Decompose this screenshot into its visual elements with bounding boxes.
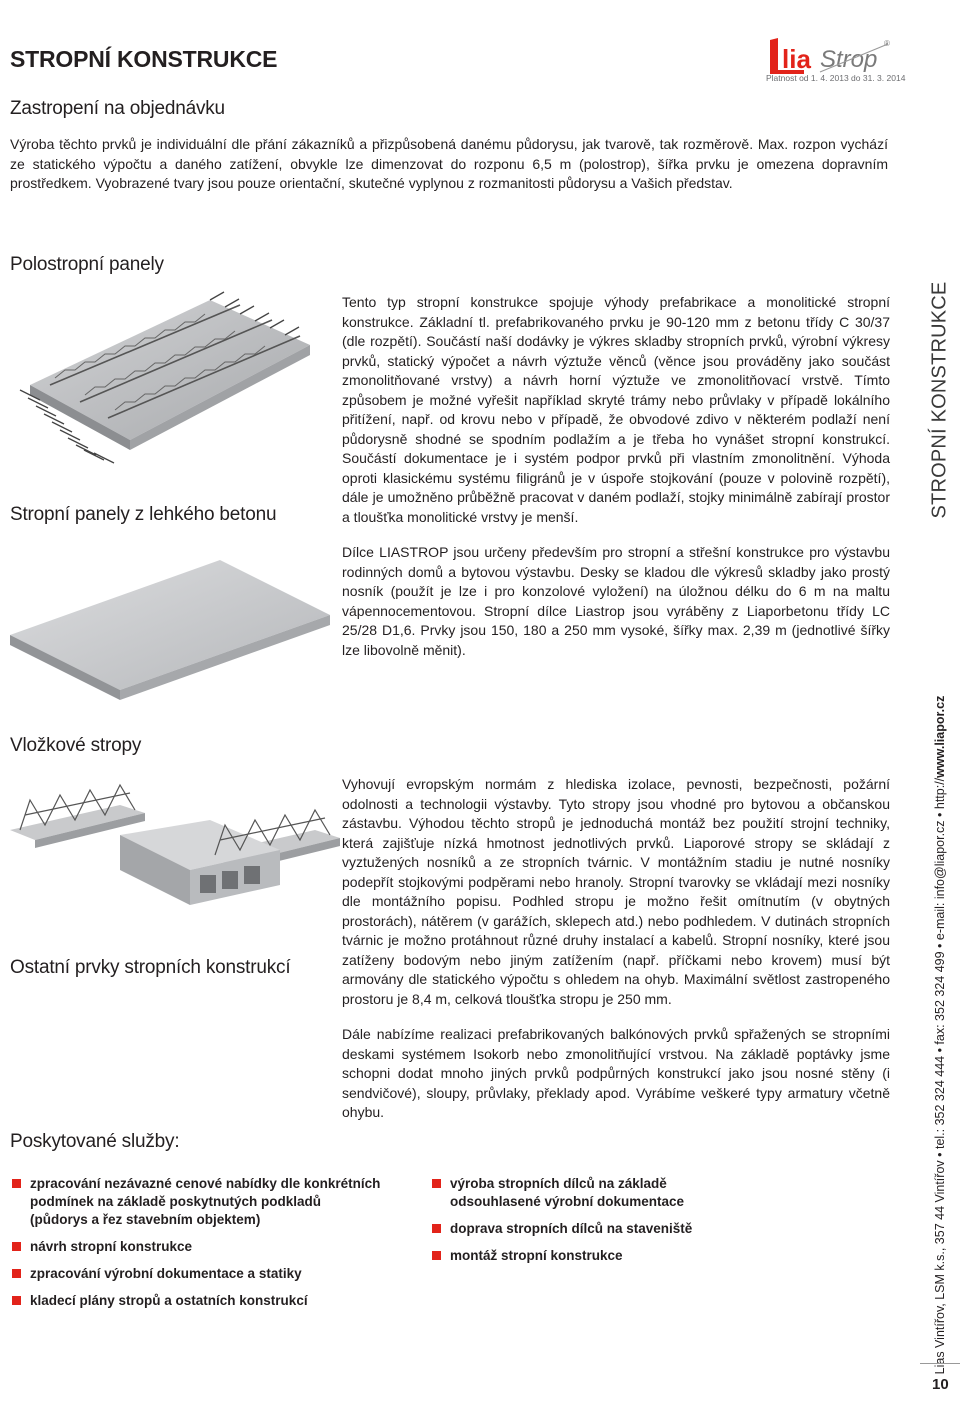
logo-text-strop: Strop: [820, 46, 878, 73]
page-title: STROPNÍ KONSTRUKCE: [10, 46, 278, 72]
light-panel-image: [10, 540, 330, 700]
registered-mark: ®: [884, 39, 890, 48]
page-number: 10: [932, 1376, 949, 1393]
bullet-square-icon: [432, 1224, 441, 1233]
logo-text-lia: lia: [782, 44, 811, 74]
insert-ceiling-image: [10, 775, 340, 920]
bullet-square-icon: [12, 1242, 21, 1251]
semi-panels-text: Tento typ stropní konstrukce spojuje výhody prefabrikace a monolitické stropní konstrukce. Základní tl. prefabrikovaného prvku je 90-120 mm z betonu třídy C 30/37 (dle rozpětí). Součástí naší dodávky je výkres skladby stropních prvků, výrobní výkresy prvků, statický výpočet a návrh výztuže věnců (věnce jsou prováděny jako součást zmonolitňované vrstvy) a návrh horní výztuže ve zmonolitňovací vrstvě. Tímto způsobem je možné vyřešit například skryté trámy nebo průvlaky v případě lokálního přitížení, např. od krovu nebo v případě, že obvodové zdivo v některém podlaží není půdorysně shodné se spodním podlažím a je třeba ho vynášet stropní konstrukcí. Součástí dokumentace je i systém podpor prvků při vlastním zmonolitnění. Výhoda oproti klasickému systému filigránů je v úspoře stojkování (pouze v polovině rozpětí), dále je umožněno průběžně pracovat v daném podlaží, stojky minimálně zabírají prostor a tloušťka monolitické vrstvy je menší.: [342, 294, 890, 525]
contact-info: [933, 696, 947, 1375]
insert-ceilings-heading: Vložkové stropy: [10, 735, 142, 756]
list-item: návrh stropní konstrukce: [12, 1238, 382, 1256]
list-item: doprava stropních dílců na staveniště: [432, 1220, 702, 1238]
services-heading: Poskytované služby:: [10, 1131, 180, 1152]
order-heading: Zastropení na objednávku: [10, 98, 225, 119]
list-item: kladecí plány stropů a ostatních konstrukcí: [12, 1292, 382, 1310]
list-item: montáž stropní konstrukce: [432, 1247, 702, 1265]
other-elements-heading: Ostatní prvky stropních konstrukcí: [10, 957, 291, 978]
list-item: zpracování výrobní dokumentace a statiky: [12, 1265, 382, 1283]
list-item: výroba stropních dílců na základě odsouhlasené výrobní dokumentace: [432, 1175, 702, 1211]
services-list-left: [12, 1175, 382, 1319]
light-panels-text: Dílce LIASTROP jsou určeny především pro stropní a střešní konstrukce pro výstavbu rodinných domů a bytovou výstavbu. Desky se kladou dle výkresů skladby jako prostý nosník (použít je lze i pro konzolové vyložení) na úložnou délku do 6 m na maltu vápennocementovou. Stropní dílce Liastrop jsou vyráběny z Liaporbetonu třídy LC 25/28 D1,6. Prvky jsou 150, 180 a 250 mm vysoké, šířky max. 2,39 m (jednotlivé šířky lze libovolně měnit).: [342, 544, 890, 658]
light-panels-heading: Stropní panely z lehkého betonu: [10, 504, 277, 525]
contact-company: Lias Vintířov, LSM k.s., 357 44 Vintířov • tel.: 352 324 444 • fax: 352 324 499 • e-mail: info@liapor.cz • http://: [933, 777, 947, 1375]
liastrop-logo: [764, 34, 894, 78]
bullet-square-icon: [12, 1179, 21, 1188]
insert-ceilings-text: Vyhovují evropským normám z hlediska izolace, pevnosti, bezpečnosti, požární odolnosti a technologii výstavby. Tyto stropy jsou vhodné pro bytovou a občanskou zástavbu. Výhodou těchto stropů je jednoduchá montáž bez použití strojní techniky, která zajišťuje nízká hmotnost jednotlivých prvků. Liaporové stropy se skládají z vyztužených nosníků a ze stropních tvárnic. V montážním stadiu je nutné nosníky podepřít stojkovými podpěrami nebo hranoly. Stropní tvarovky se vkládají mezi nosníky dle montážního popisu. Podhled stropu je možno řešit omítnutím (v obytných prostorách), nátěrem (v garážích, sklepech atd.) nebo podhledem. V dutinách stropních tvárnic je možno protáhnout různé druhy instalací a kabelů. Stropní nosníky, které jsou zatíženy bodovým nebo jiným zatížením (např. příčkami nebo krovem) musí být armovány dle statického výpočtu s ohledem na ohyb. Maximální světlost zastropeného prostoru je 8,4 m, celková tloušťka stropu je 250 mm.: [342, 776, 890, 1007]
side-title: STROPNÍ KONSTRUKCE: [928, 281, 951, 519]
list-item: zpracování nezávazné cenové nabídky dle konkrétních podmínek na základě poskytnutých podkladů (půdorys a řez stavebním objektem): [12, 1175, 382, 1229]
services-list-right: [432, 1175, 702, 1274]
bullet-square-icon: [12, 1269, 21, 1278]
order-text: Výroba těchto prvků je individuální dle přání zákazníků a přizpůsobená danému půdorysu, jak tvarově, tak rozměrově. Max. rozpon vychází ze statického výpočtu a daného zatížení, obvykle lze dimenzovat do rozponu 6,5 m (polostrop), šířka prvku je omezena dopravním prostředkem. Vyobrazené tvary jsou pouze orientační, skutečné vyplynou z rozmanitosti půdorysu a Vašich představ.: [10, 136, 888, 191]
page-number-rule: [920, 1363, 960, 1364]
website-link[interactable]: www.liapor.cz: [933, 695, 947, 778]
validity-text: Platnost od 1. 4. 2013 do 31. 3. 2014: [766, 73, 906, 83]
other-elements-text: Dále nabízíme realizaci prefabrikovaných balkónových prvků spřažených se stropními deskami systémem Isokorb nebo zmonolitňující vrstvou. Na základě poptávky jsme schopni dodat mnoho jiných prvků podpůrných konstrukcí jako jsou nosné stěny (i sendvičové), sloupy, průvlaky, překlady apod. Vyrábíme veškeré typy armatury včetně ohybu.: [342, 1026, 890, 1120]
semi-panels-heading: Polostropní panely: [10, 254, 164, 275]
bullet-square-icon: [432, 1179, 441, 1188]
bullet-square-icon: [12, 1296, 21, 1305]
semi-panel-image: [10, 290, 315, 465]
bullet-square-icon: [432, 1251, 441, 1260]
